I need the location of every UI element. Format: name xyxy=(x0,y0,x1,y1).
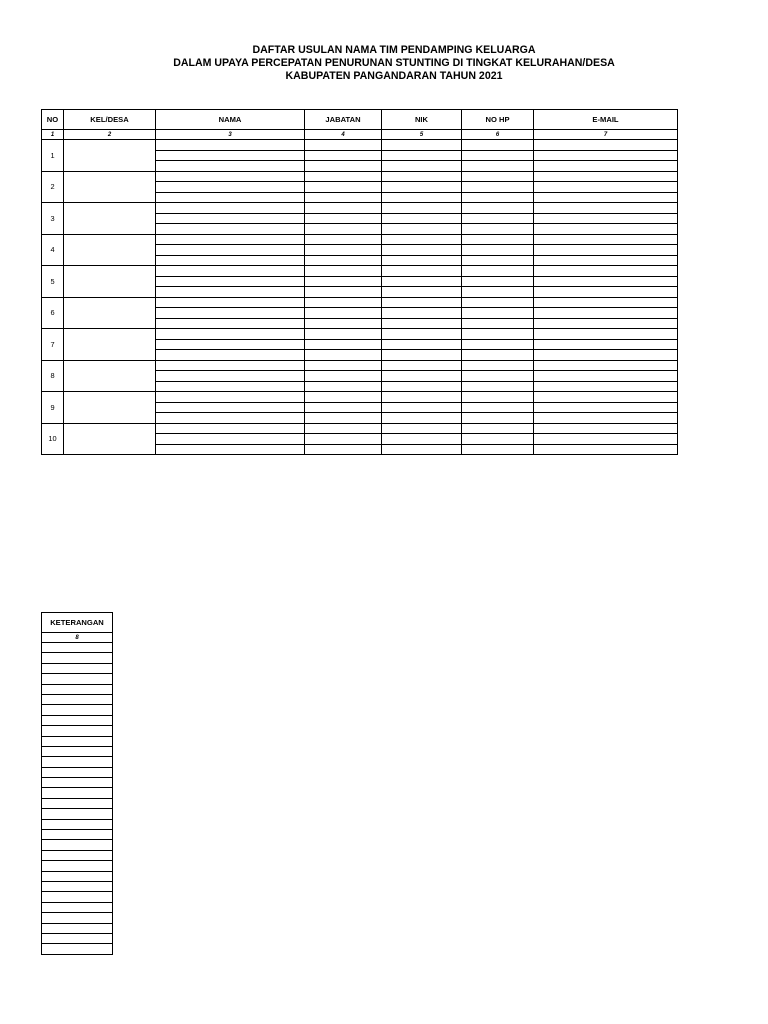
document-title xyxy=(0,44,768,83)
nik-cell[interactable] xyxy=(382,213,462,224)
keterangan-row xyxy=(42,850,113,860)
keterangan-table xyxy=(41,612,113,955)
keterangan-row xyxy=(42,674,113,684)
jabatan-cell[interactable] xyxy=(305,255,382,266)
no-hp-cell[interactable] xyxy=(462,234,534,245)
keterangan-cell[interactable] xyxy=(42,892,113,902)
email-cell[interactable] xyxy=(534,203,678,214)
jabatan-cell[interactable] xyxy=(305,161,382,172)
email-cell[interactable] xyxy=(534,171,678,182)
nik-cell[interactable] xyxy=(382,234,462,245)
row-number-cell: 10 xyxy=(42,423,64,455)
kel-desa-cell[interactable] xyxy=(64,329,156,361)
jabatan-cell[interactable] xyxy=(305,329,382,340)
email-cell[interactable] xyxy=(534,423,678,434)
jabatan-cell[interactable] xyxy=(305,381,382,392)
email-cell[interactable] xyxy=(534,371,678,382)
jabatan-cell[interactable] xyxy=(305,360,382,371)
jabatan-cell[interactable] xyxy=(305,434,382,445)
keterangan-row xyxy=(42,923,113,933)
keterangan-cell[interactable] xyxy=(42,715,113,725)
keterangan-cell[interactable] xyxy=(42,757,113,767)
nama-cell[interactable] xyxy=(156,434,305,445)
row-number-cell: 2 xyxy=(42,171,64,203)
nama-cell[interactable] xyxy=(156,329,305,340)
nik-cell[interactable] xyxy=(382,266,462,277)
nama-cell[interactable] xyxy=(156,297,305,308)
header-no-hp: NO HP xyxy=(462,110,534,130)
keterangan-cell[interactable] xyxy=(42,767,113,777)
keterangan-cell[interactable] xyxy=(42,726,113,736)
no-hp-cell[interactable] xyxy=(462,350,534,361)
keterangan-row xyxy=(42,933,113,943)
row-number-cell: 1 xyxy=(42,140,64,172)
nama-cell[interactable] xyxy=(156,161,305,172)
keterangan-cell[interactable] xyxy=(42,861,113,871)
no-hp-cell[interactable] xyxy=(462,255,534,266)
keterangan-cell[interactable] xyxy=(42,809,113,819)
row-number-cell: 3 xyxy=(42,203,64,235)
jabatan-cell[interactable] xyxy=(305,245,382,256)
table-row xyxy=(42,234,678,245)
header-jabatan: JABATAN xyxy=(305,110,382,130)
nik-cell[interactable] xyxy=(382,392,462,403)
no-hp-cell[interactable] xyxy=(462,360,534,371)
row-number-cell: 7 xyxy=(42,329,64,361)
jabatan-cell[interactable] xyxy=(305,339,382,350)
nama-cell[interactable] xyxy=(156,150,305,161)
kel-desa-cell[interactable] xyxy=(64,360,156,392)
jabatan-cell[interactable] xyxy=(305,276,382,287)
email-cell[interactable] xyxy=(534,266,678,277)
keterangan-row xyxy=(42,861,113,871)
nama-cell[interactable] xyxy=(156,245,305,256)
no-hp-cell[interactable] xyxy=(462,213,534,224)
kel-desa-cell[interactable] xyxy=(64,392,156,424)
nik-cell[interactable] xyxy=(382,423,462,434)
keterangan-cell[interactable] xyxy=(42,705,113,715)
nik-cell[interactable] xyxy=(382,203,462,214)
nik-cell[interactable] xyxy=(382,308,462,319)
no-hp-cell[interactable] xyxy=(462,318,534,329)
keterangan-row xyxy=(42,726,113,736)
email-cell[interactable] xyxy=(534,234,678,245)
nama-cell[interactable] xyxy=(156,192,305,203)
email-cell[interactable] xyxy=(534,350,678,361)
no-hp-cell[interactable] xyxy=(462,381,534,392)
email-cell[interactable] xyxy=(534,339,678,350)
nik-cell[interactable] xyxy=(382,224,462,235)
no-hp-cell[interactable] xyxy=(462,434,534,445)
keterangan-row xyxy=(42,736,113,746)
jabatan-cell[interactable] xyxy=(305,266,382,277)
header-nik: NIK xyxy=(382,110,462,130)
nama-cell[interactable] xyxy=(156,203,305,214)
nama-cell[interactable] xyxy=(156,413,305,424)
nama-cell[interactable] xyxy=(156,371,305,382)
no-hp-cell[interactable] xyxy=(462,329,534,340)
nama-cell[interactable] xyxy=(156,224,305,235)
keterangan-cell[interactable] xyxy=(42,643,113,653)
email-cell[interactable] xyxy=(534,224,678,235)
jabatan-cell[interactable] xyxy=(305,297,382,308)
email-cell[interactable] xyxy=(534,245,678,256)
nama-cell[interactable] xyxy=(156,213,305,224)
nik-cell[interactable] xyxy=(382,161,462,172)
email-cell[interactable] xyxy=(534,150,678,161)
table-row xyxy=(42,140,678,151)
nama-cell[interactable] xyxy=(156,276,305,287)
jabatan-cell[interactable] xyxy=(305,371,382,382)
no-hp-cell[interactable] xyxy=(462,161,534,172)
no-hp-cell[interactable] xyxy=(462,224,534,235)
nik-cell[interactable] xyxy=(382,150,462,161)
nik-cell[interactable] xyxy=(382,371,462,382)
jabatan-cell[interactable] xyxy=(305,171,382,182)
nik-cell[interactable] xyxy=(382,402,462,413)
keterangan-cell[interactable] xyxy=(42,653,113,663)
keterangan-row xyxy=(42,653,113,663)
keterangan-row xyxy=(42,830,113,840)
nik-cell[interactable] xyxy=(382,381,462,392)
keterangan-row xyxy=(42,757,113,767)
keterangan-row xyxy=(42,643,113,653)
nik-cell[interactable] xyxy=(382,297,462,308)
keterangan-cell[interactable] xyxy=(42,850,113,860)
nama-cell[interactable] xyxy=(156,423,305,434)
keterangan-cell[interactable] xyxy=(42,840,113,850)
table-row xyxy=(42,266,678,277)
keterangan-row xyxy=(42,715,113,725)
keterangan-row xyxy=(42,767,113,777)
keterangan-cell[interactable] xyxy=(42,694,113,704)
keterangan-cell[interactable] xyxy=(42,913,113,923)
row-number-cell: 5 xyxy=(42,266,64,298)
keterangan-row xyxy=(42,871,113,881)
keterangan-number-row xyxy=(42,633,113,643)
email-cell[interactable] xyxy=(534,182,678,193)
email-cell[interactable] xyxy=(534,140,678,151)
keterangan-row xyxy=(42,778,113,788)
nik-cell[interactable] xyxy=(382,171,462,182)
jabatan-cell[interactable] xyxy=(305,192,382,203)
keterangan-row xyxy=(42,684,113,694)
table-row xyxy=(42,203,678,214)
jabatan-cell[interactable] xyxy=(305,308,382,319)
keterangan-row xyxy=(42,944,113,954)
jabatan-cell[interactable] xyxy=(305,444,382,455)
header-nama: NAMA xyxy=(156,110,305,130)
email-cell[interactable] xyxy=(534,297,678,308)
nama-cell[interactable] xyxy=(156,182,305,193)
jabatan-cell[interactable] xyxy=(305,213,382,224)
jabatan-cell[interactable] xyxy=(305,392,382,403)
keterangan-row xyxy=(42,663,113,673)
kel-desa-cell[interactable] xyxy=(64,171,156,203)
jabatan-cell[interactable] xyxy=(305,350,382,361)
keterangan-cell[interactable] xyxy=(42,778,113,788)
header-no: NO xyxy=(42,110,64,130)
nama-cell[interactable] xyxy=(156,318,305,329)
email-cell[interactable] xyxy=(534,255,678,266)
jabatan-cell[interactable] xyxy=(305,150,382,161)
keterangan-cell[interactable] xyxy=(42,881,113,891)
row-number-cell: 6 xyxy=(42,297,64,329)
nik-cell[interactable] xyxy=(382,444,462,455)
no-hp-cell[interactable] xyxy=(462,266,534,277)
kel-desa-cell[interactable] xyxy=(64,297,156,329)
email-cell[interactable] xyxy=(534,434,678,445)
email-cell[interactable] xyxy=(534,308,678,319)
email-cell[interactable] xyxy=(534,381,678,392)
no-hp-cell[interactable] xyxy=(462,171,534,182)
keterangan-row xyxy=(42,819,113,829)
nik-cell[interactable] xyxy=(382,434,462,445)
keterangan-row xyxy=(42,694,113,704)
no-hp-cell[interactable] xyxy=(462,276,534,287)
kel-desa-cell[interactable] xyxy=(64,266,156,298)
keterangan-cell[interactable] xyxy=(42,788,113,798)
no-hp-cell[interactable] xyxy=(462,308,534,319)
column-number: 5 xyxy=(382,130,462,140)
title-line-1: DAFTAR USULAN NAMA TIM PENDAMPING KELUARGA xyxy=(252,44,536,56)
row-number-cell: 4 xyxy=(42,234,64,266)
jabatan-cell[interactable] xyxy=(305,423,382,434)
nama-cell[interactable] xyxy=(156,381,305,392)
jabatan-cell[interactable] xyxy=(305,402,382,413)
column-number: 3 xyxy=(156,130,305,140)
header-email: E-MAIL xyxy=(534,110,678,130)
no-hp-cell[interactable] xyxy=(462,287,534,298)
keterangan-row xyxy=(42,913,113,923)
no-hp-cell[interactable] xyxy=(462,371,534,382)
keterangan-header-row xyxy=(42,613,113,633)
keterangan-row xyxy=(42,881,113,891)
nama-cell[interactable] xyxy=(156,140,305,151)
email-cell[interactable] xyxy=(534,287,678,298)
table-row xyxy=(42,171,678,182)
email-cell[interactable] xyxy=(534,161,678,172)
column-number-row xyxy=(42,130,678,140)
column-number: 2 xyxy=(64,130,156,140)
nama-cell[interactable] xyxy=(156,350,305,361)
table-row xyxy=(42,423,678,434)
kel-desa-cell[interactable] xyxy=(64,234,156,266)
keterangan-cell[interactable] xyxy=(42,684,113,694)
keterangan-cell[interactable] xyxy=(42,674,113,684)
no-hp-cell[interactable] xyxy=(462,423,534,434)
no-hp-cell[interactable] xyxy=(462,245,534,256)
keterangan-cell[interactable] xyxy=(42,736,113,746)
nama-cell[interactable] xyxy=(156,360,305,371)
no-hp-cell[interactable] xyxy=(462,444,534,455)
nik-cell[interactable] xyxy=(382,276,462,287)
title-line-2: DALAM UPAYA PERCEPATAN PENURUNAN STUNTING DI TINGKAT KELURAHAN/DESA xyxy=(173,57,615,69)
no-hp-cell[interactable] xyxy=(462,140,534,151)
header-kel-desa: KEL/DESA xyxy=(64,110,156,130)
keterangan-row xyxy=(42,809,113,819)
email-cell[interactable] xyxy=(534,213,678,224)
nama-cell[interactable] xyxy=(156,402,305,413)
nama-cell[interactable] xyxy=(156,266,305,277)
no-hp-cell[interactable] xyxy=(462,339,534,350)
no-hp-cell[interactable] xyxy=(462,192,534,203)
column-number: 4 xyxy=(305,130,382,140)
nik-cell[interactable] xyxy=(382,192,462,203)
keterangan-cell[interactable] xyxy=(42,871,113,881)
keterangan-cell[interactable] xyxy=(42,944,113,954)
no-hp-cell[interactable] xyxy=(462,392,534,403)
keterangan-cell[interactable] xyxy=(42,902,113,912)
email-cell[interactable] xyxy=(534,402,678,413)
jabatan-cell[interactable] xyxy=(305,224,382,235)
keterangan-row xyxy=(42,902,113,912)
email-cell[interactable] xyxy=(534,329,678,340)
keterangan-row xyxy=(42,788,113,798)
keterangan-row xyxy=(42,746,113,756)
jabatan-cell[interactable] xyxy=(305,203,382,214)
table-row xyxy=(42,329,678,340)
email-cell[interactable] xyxy=(534,276,678,287)
row-number-cell: 8 xyxy=(42,360,64,392)
keterangan-row xyxy=(42,798,113,808)
nama-cell[interactable] xyxy=(156,171,305,182)
keterangan-cell[interactable] xyxy=(42,663,113,673)
no-hp-cell[interactable] xyxy=(462,150,534,161)
nik-cell[interactable] xyxy=(382,182,462,193)
keterangan-row xyxy=(42,892,113,902)
email-cell[interactable] xyxy=(534,192,678,203)
title-line-3: KABUPATEN PANGANDARAN TAHUN 2021 xyxy=(285,70,503,82)
keterangan-cell[interactable] xyxy=(42,933,113,943)
nama-cell[interactable] xyxy=(156,287,305,298)
row-number-cell: 9 xyxy=(42,392,64,424)
jabatan-cell[interactable] xyxy=(305,413,382,424)
jabatan-cell[interactable] xyxy=(305,318,382,329)
keterangan-cell[interactable] xyxy=(42,923,113,933)
nik-cell[interactable] xyxy=(382,245,462,256)
email-cell[interactable] xyxy=(534,392,678,403)
column-number: 8 xyxy=(42,633,113,643)
jabatan-cell[interactable] xyxy=(305,287,382,298)
nik-cell[interactable] xyxy=(382,255,462,266)
nik-cell[interactable] xyxy=(382,329,462,340)
table-row xyxy=(42,392,678,403)
nik-cell[interactable] xyxy=(382,350,462,361)
keterangan-row xyxy=(42,705,113,715)
nama-cell[interactable] xyxy=(156,308,305,319)
nama-cell[interactable] xyxy=(156,234,305,245)
nik-cell[interactable] xyxy=(382,140,462,151)
no-hp-cell[interactable] xyxy=(462,203,534,214)
nama-cell[interactable] xyxy=(156,339,305,350)
jabatan-cell[interactable] xyxy=(305,234,382,245)
keterangan-cell[interactable] xyxy=(42,746,113,756)
keterangan-cell[interactable] xyxy=(42,830,113,840)
main-table xyxy=(41,109,678,455)
kel-desa-cell[interactable] xyxy=(64,423,156,455)
no-hp-cell[interactable] xyxy=(462,182,534,193)
nama-cell[interactable] xyxy=(156,255,305,266)
column-number: 6 xyxy=(462,130,534,140)
nik-cell[interactable] xyxy=(382,413,462,424)
keterangan-cell[interactable] xyxy=(42,798,113,808)
email-cell[interactable] xyxy=(534,413,678,424)
email-cell[interactable] xyxy=(534,444,678,455)
column-number: 1 xyxy=(42,130,64,140)
column-number: 7 xyxy=(534,130,678,140)
nik-cell[interactable] xyxy=(382,287,462,298)
table-row xyxy=(42,297,678,308)
no-hp-cell[interactable] xyxy=(462,297,534,308)
keterangan-cell[interactable] xyxy=(42,819,113,829)
nama-cell[interactable] xyxy=(156,444,305,455)
header-keterangan: KETERANGAN xyxy=(42,613,113,633)
header-row xyxy=(42,110,678,130)
nama-cell[interactable] xyxy=(156,392,305,403)
email-cell[interactable] xyxy=(534,360,678,371)
jabatan-cell[interactable] xyxy=(305,140,382,151)
nik-cell[interactable] xyxy=(382,360,462,371)
keterangan-row xyxy=(42,840,113,850)
kel-desa-cell[interactable] xyxy=(64,203,156,235)
kel-desa-cell[interactable] xyxy=(64,140,156,172)
no-hp-cell[interactable] xyxy=(462,413,534,424)
jabatan-cell[interactable] xyxy=(305,182,382,193)
nik-cell[interactable] xyxy=(382,318,462,329)
email-cell[interactable] xyxy=(534,318,678,329)
table-row xyxy=(42,360,678,371)
no-hp-cell[interactable] xyxy=(462,402,534,413)
nik-cell[interactable] xyxy=(382,339,462,350)
